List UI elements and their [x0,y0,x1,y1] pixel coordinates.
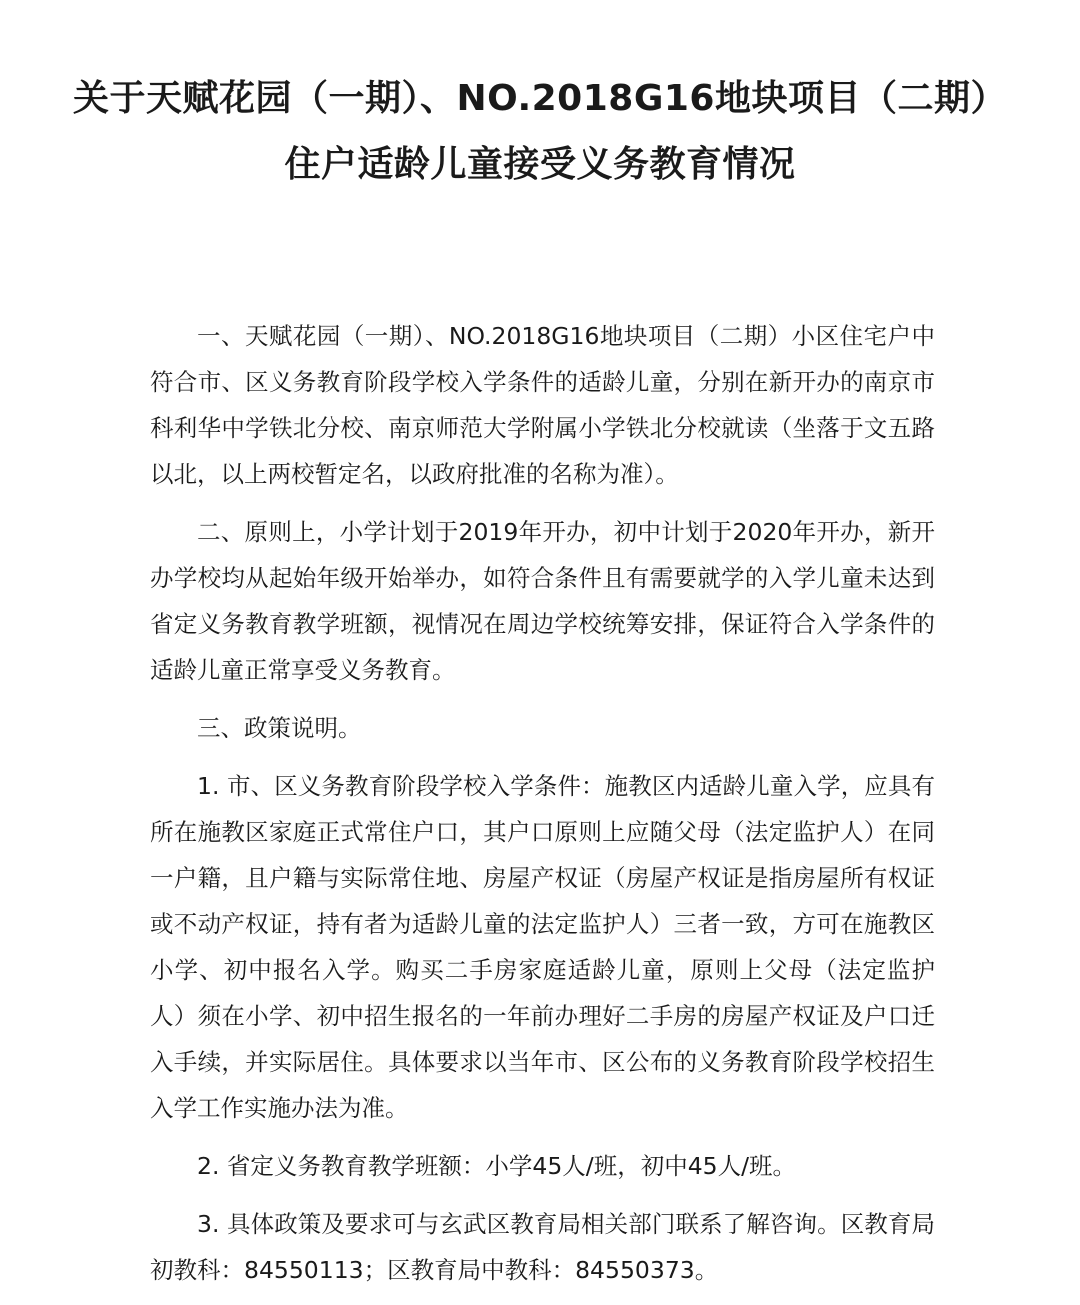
paragraph-3: 三、政策说明。 [197,714,362,742]
document-title [0,66,1080,198]
paragraph-1: 一、天赋花园（一期）、NO.2018G16地块项目（二期）小区住宅户中符合市、区义务教育阶段学校入学条件的适龄儿童，分别在新开办的南京市科利华中学铁北分校、南京师范大学附属小学铁北分校就读（坐落于文五路以北，以上两校暂定名，以政府批准的名称为准）。 [150,322,935,488]
title-line-2: 住户适龄儿童接受义务教育情况 [284,144,796,185]
title-line-1: 关于天赋花园（一期）、NO.2018G16地块项目（二期） [73,78,1007,119]
paragraph-2: 二、原则上，小学计划于2019年开办，初中计划于2020年开办，新开办学校均从起始年级开始举办，如符合条件且有需要就学的入学儿童未达到省定义务教育教学班额，视情况在周边学校统筹安排，保证符合入学条件的适龄儿童正常享受义务教育。 [150,518,935,684]
document-body [150,313,935,1305]
paragraph-6: 3. 具体政策及要求可与玄武区教育局相关部门联系了解咨询。区教育局初教科：84550113；区教育局中教科：84550373。 [150,1210,935,1284]
paragraph-4: 1. 市、区义务教育阶段学校入学条件：施教区内适龄儿童入学，应具有所在施教区家庭正式常住户口，其户口原则上应随父母（法定监护人）在同一户籍，且户籍与实际常住地、房屋产权证（房屋产权证是指房屋所有权证或不动产权证，持有者为适龄儿童的法定监护人）三者一致，方可在施教区小学、初中报名入学。购买二手房家庭适龄儿童，原则上父母（法定监护人）须在小学、初中招生报名的一年前办理好二手房的房屋产权证及户口迁入手续，并实际居住。具体要求以当年市、区公布的义务教育阶段学校招生入学工作实施办法为准。 [150,772,935,1122]
paragraph-5: 2. 省定义务教育教学班额：小学45人/班，初中45人/班。 [197,1152,797,1180]
